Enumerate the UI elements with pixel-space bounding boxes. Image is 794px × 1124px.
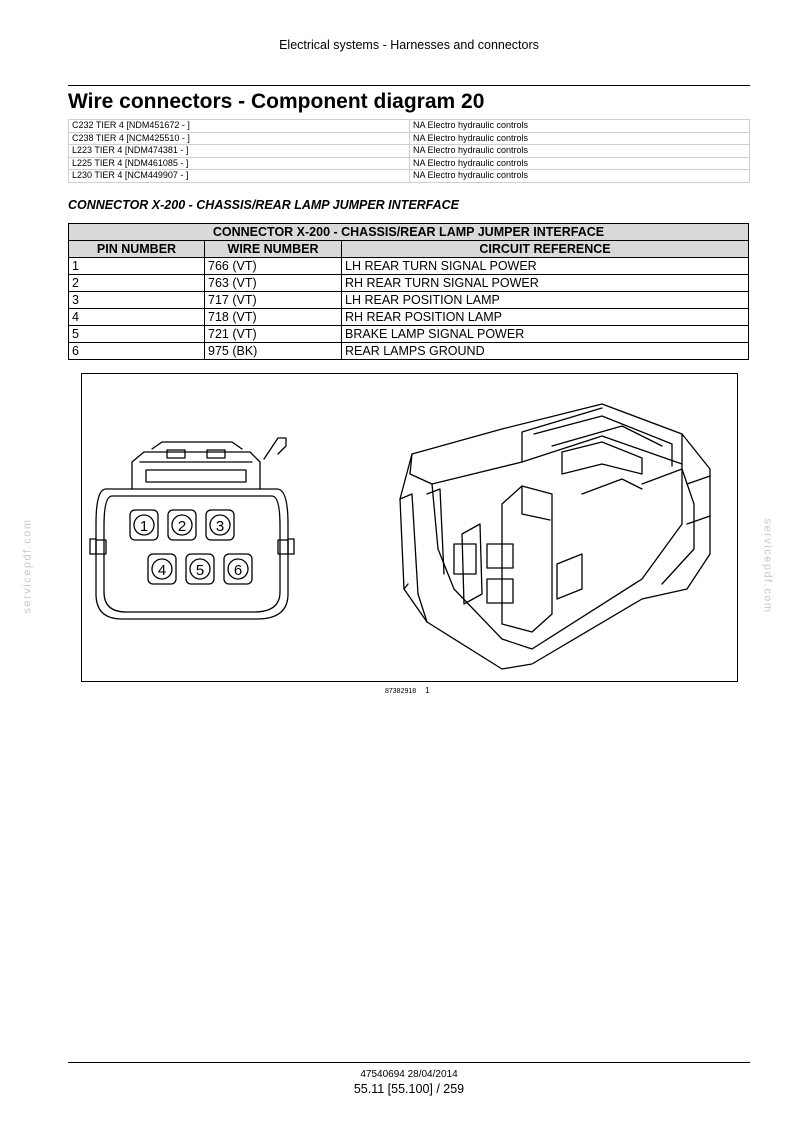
watermark-right: servicepdf.com — [761, 518, 774, 614]
column-header-circuit: CIRCUIT REFERENCE — [342, 241, 749, 258]
pin-table-title-row — [69, 224, 749, 241]
applicability-row — [69, 145, 750, 158]
model-cell: C238 TIER 4 [NCM425510 - ] — [69, 132, 410, 145]
circuit-cell: RH REAR POSITION LAMP — [342, 309, 749, 326]
applicability-table — [68, 119, 750, 183]
footer-page-number: 55.11 [55.100] / 259 — [353, 1082, 465, 1096]
table-row — [69, 258, 749, 275]
pin-table-title: CONNECTOR X-200 - CHASSIS/REAR LAMP JUMPER INTERFACE — [69, 224, 749, 241]
pin-cell: 2 — [69, 275, 205, 292]
column-header-wire: WIRE NUMBER — [205, 241, 342, 258]
connector-isometric-view — [400, 404, 710, 669]
pin-label: 3 — [215, 518, 225, 535]
pin-label: 5 — [195, 562, 205, 579]
note-cell: NA Electro hydraulic controls — [410, 170, 750, 183]
pin-cell: 1 — [69, 258, 205, 275]
column-header-pin: PIN NUMBER — [69, 241, 205, 258]
circuit-cell: REAR LAMPS GROUND — [342, 343, 749, 360]
connector-face-view — [90, 438, 294, 619]
pin-label: 1 — [139, 518, 149, 535]
wire-cell: 717 (VT) — [205, 292, 342, 309]
watermark-left: servicepdf.com — [21, 518, 34, 614]
circuit-cell: BRAKE LAMP SIGNAL POWER — [342, 326, 749, 343]
pin-label: 6 — [233, 562, 243, 579]
title-rule — [68, 85, 750, 86]
table-row — [69, 275, 749, 292]
table-row — [69, 309, 749, 326]
wire-cell: 975 (BK) — [205, 343, 342, 360]
figure-caption — [385, 686, 430, 695]
connector-figure-svg — [82, 374, 737, 681]
table-row — [69, 292, 749, 309]
note-cell: NA Electro hydraulic controls — [410, 145, 750, 158]
footer-rule — [68, 1062, 750, 1063]
connector-heading: CONNECTOR X-200 - CHASSIS/REAR LAMP JUMPER INTERFACE — [68, 198, 460, 212]
note-cell: NA Electro hydraulic controls — [410, 120, 750, 133]
applicability-row — [69, 132, 750, 145]
pin-cell: 6 — [69, 343, 205, 360]
figure-number: 1 — [425, 686, 430, 695]
footer-doc-id: 47540694 28/04/2014 — [360, 1069, 458, 1080]
applicability-row — [69, 157, 750, 170]
connector-figure — [81, 373, 738, 682]
circuit-cell: LH REAR POSITION LAMP — [342, 292, 749, 309]
pin-cell: 3 — [69, 292, 205, 309]
applicability-row — [69, 120, 750, 133]
note-cell: NA Electro hydraulic controls — [410, 132, 750, 145]
table-row — [69, 326, 749, 343]
figure-id: 87382918 — [385, 688, 417, 695]
wire-cell: 721 (VT) — [205, 326, 342, 343]
running-header: Electrical systems - Harnesses and connectors — [279, 38, 539, 52]
model-cell: L225 TIER 4 [NDM461085 - ] — [69, 157, 410, 170]
pin-label: 4 — [157, 562, 167, 579]
wire-cell: 763 (VT) — [205, 275, 342, 292]
pin-label: 2 — [177, 518, 187, 535]
model-cell: L230 TIER 4 [NCM449907 - ] — [69, 170, 410, 183]
table-row — [69, 343, 749, 360]
circuit-cell: LH REAR TURN SIGNAL POWER — [342, 258, 749, 275]
note-cell: NA Electro hydraulic controls — [410, 157, 750, 170]
pin-table — [68, 223, 749, 360]
wire-cell: 718 (VT) — [205, 309, 342, 326]
model-cell: L223 TIER 4 [NDM474381 - ] — [69, 145, 410, 158]
page-title: Wire connectors - Component diagram 20 — [68, 90, 485, 113]
pin-table-header-row — [69, 241, 749, 258]
circuit-cell: RH REAR TURN SIGNAL POWER — [342, 275, 749, 292]
pin-cell: 5 — [69, 326, 205, 343]
model-cell: C232 TIER 4 [NDM451672 - ] — [69, 120, 410, 133]
pin-cell: 4 — [69, 309, 205, 326]
applicability-row — [69, 170, 750, 183]
wire-cell: 766 (VT) — [205, 258, 342, 275]
